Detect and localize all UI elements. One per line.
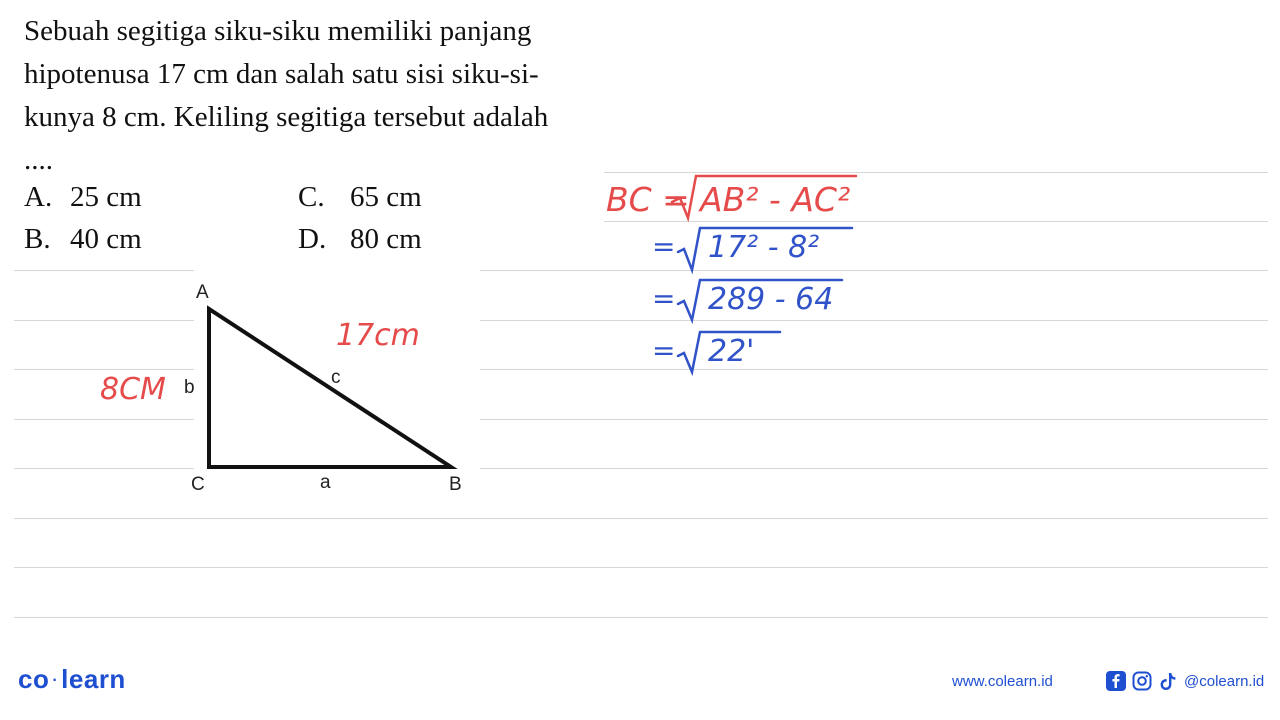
vertex-b-label: B <box>449 474 462 495</box>
social-handle[interactable]: @colearn.id <box>1184 673 1265 690</box>
side-b-label: b <box>184 377 195 398</box>
work-line-1-lhs: BC = <box>606 180 690 219</box>
question-line: hipotenusa 17 cm dan salah satu sisi siku-si- <box>24 58 539 90</box>
choice-text: 25 cm <box>70 181 142 213</box>
question-line: .... <box>24 144 53 176</box>
leg-annotation: 8CM <box>100 372 166 407</box>
logo-left: co <box>18 664 50 694</box>
vertex-c-label: C <box>191 474 205 495</box>
instagram-icon[interactable] <box>1132 671 1152 691</box>
website-link[interactable]: www.colearn.id <box>952 673 1053 690</box>
choice-letter: C. <box>298 181 325 213</box>
work-line-2-radicand: 17² - 8² <box>708 230 820 265</box>
hypotenuse-annotation: 17cm <box>336 318 420 353</box>
side-a-label: a <box>320 472 331 493</box>
vertex-a-label: A <box>196 282 209 303</box>
question-line: kunya 8 cm. Keliling segitiga tersebut adalah <box>24 101 549 133</box>
choice-text: 80 cm <box>350 223 422 255</box>
work-line-4-radicand: 22' <box>708 334 755 369</box>
colearn-logo <box>18 664 126 695</box>
logo-dot: · <box>52 672 59 690</box>
choice-text: 65 cm <box>350 181 422 213</box>
choice-letter: A. <box>24 181 53 213</box>
work-line-3-radicand: 289 - 64 <box>708 282 834 317</box>
work-line-3-lhs: = <box>652 282 676 315</box>
work-line-2-lhs: = <box>652 230 676 263</box>
choice-letter: B. <box>24 223 51 255</box>
logo-right: learn <box>61 664 126 694</box>
side-c-label: c <box>331 367 341 388</box>
facebook-icon[interactable] <box>1106 671 1126 691</box>
choice-text: 40 cm <box>70 223 142 255</box>
choice-letter: D. <box>298 223 327 255</box>
work-line-1-radicand: AB² - AC² <box>700 180 851 219</box>
question-line: Sebuah segitiga siku-siku memiliki panjang <box>24 15 532 47</box>
work-line-4-lhs: = <box>652 334 676 367</box>
tiktok-icon[interactable] <box>1158 671 1178 691</box>
